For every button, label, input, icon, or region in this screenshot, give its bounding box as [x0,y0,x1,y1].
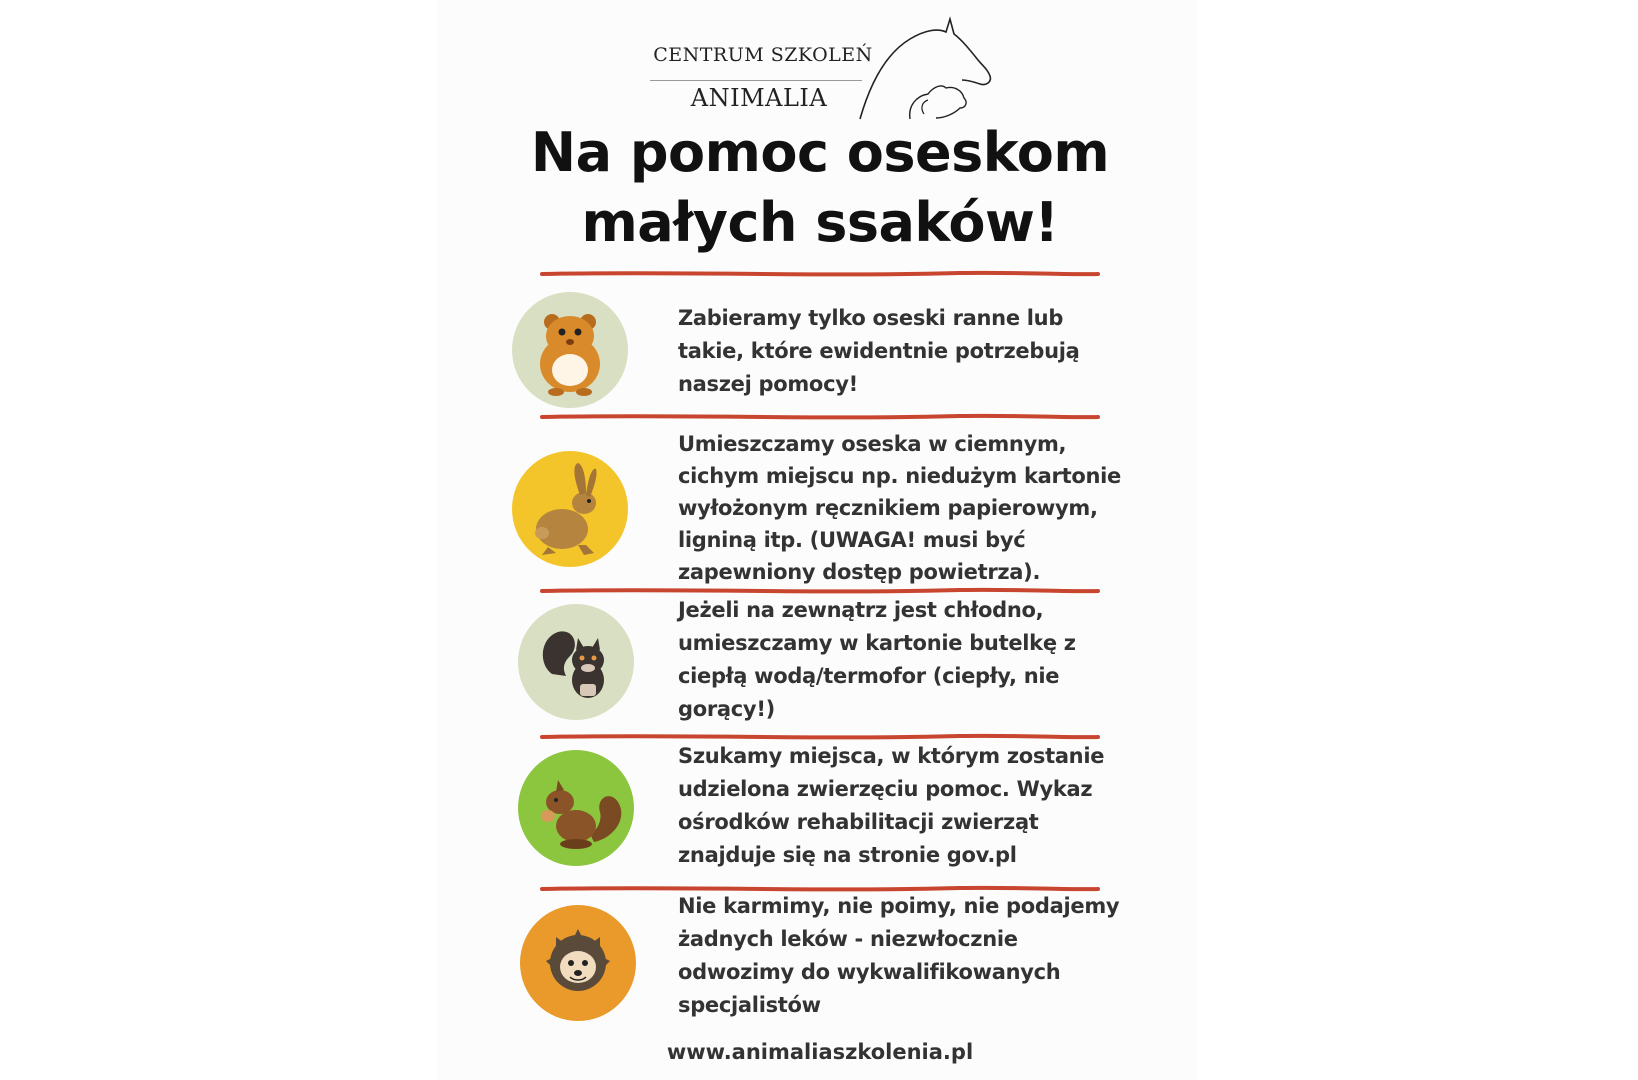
hedgehog-icon [520,905,636,1021]
step-1-circle [512,292,628,408]
logo-line-2: ANIMALIA [690,84,828,112]
divider-1 [540,270,1100,278]
black-squirrel-icon [518,604,634,720]
hamster-icon [512,292,628,408]
step-4-text: Szukamy miejsca, w którym zostanie udzielona zwierzęciu pomoc. Wykaz ośrodków rehabilitacji zwierząt znajduje się na stronie gov.pl [678,744,1105,867]
squirrel-icon [518,750,634,866]
step-2-text: Umieszczamy oseska w ciemnym, cichym miejscu np. niedużym kartonie wyłożonym ręcznikiem papierowym, ligniną itp. (UWAGA! musi być zapewniony dostęp powietrza). [678,432,1121,584]
divider-2 [540,413,1100,421]
logo-rule [650,80,862,81]
step-5-circle [520,905,636,1021]
step-3-text: Jeżeli na zewnątrz jest chłodno, umieszczamy w kartonie butelkę z ciepłą wodą/termofor (ciepły, nie gorący!) [678,598,1076,721]
step-3-circle [518,604,634,720]
footer-website: www.animaliaszkolenia.pl [666,1040,974,1064]
step-2-circle [512,451,628,567]
rabbit-icon [512,451,628,567]
step-5-text: Nie karmimy, nie poimy, nie podajemy żadnych leków - niezwłocznie odwozimy do wykwalifikowanych specjalistów [678,894,1120,1017]
logo-line-1: CENTRUM SZKOLEŃ [653,44,873,66]
page-title: Na pomoc oseskom małych ssaków! [530,121,1110,254]
step-4-circle [518,750,634,866]
step-1-text: Zabieramy tylko oseski ranne lub takie, które ewidentnie potrzebują naszej pomocy! [678,306,1080,396]
horse-dog-line-icon [850,14,1000,124]
